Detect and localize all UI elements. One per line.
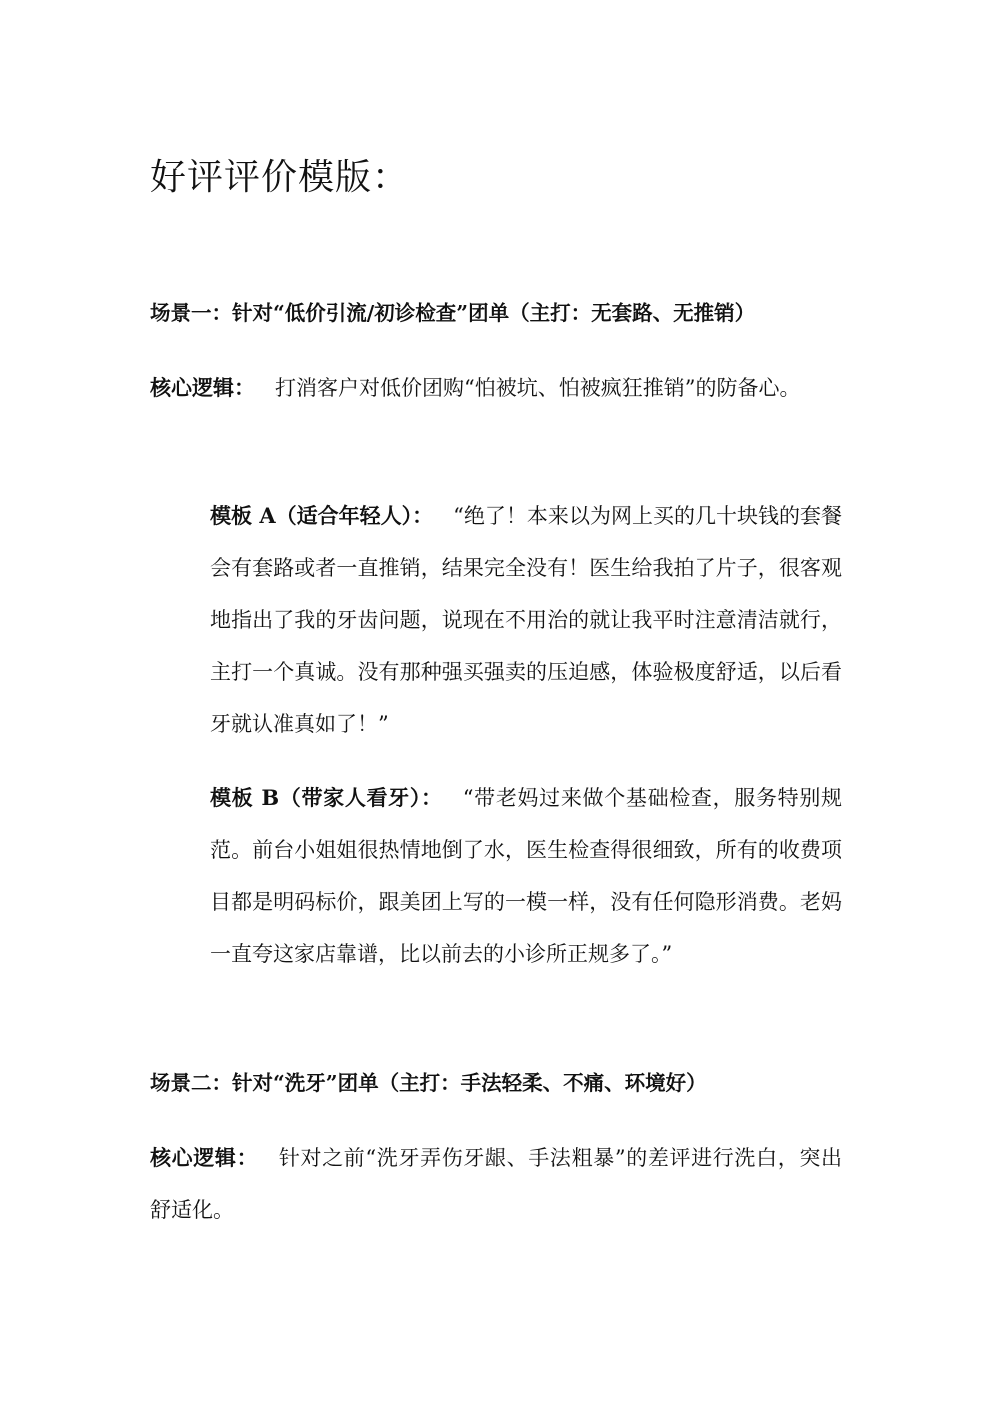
scene-2-core-label: 核心逻辑： (150, 1145, 259, 1170)
template-b-label: 模板 B（带家人看牙）： (210, 785, 443, 810)
scene-1-template-a (210, 490, 842, 750)
template-b-text: “带老妈过来做个基础检查，服务特别规范。前台小姐姐很热情地倒了水，医生检查得很细致，所有的收费项目都是明码标价，跟美团上写的一模一样，没有任何隐形消费。老妈一直夸这家店靠谱，比以前去的小诊所正规多了。” (210, 786, 843, 966)
template-a-text: “绝了！本来以为网上买的几十块钱的套餐会有套路或者一直推销，结果完全没有！医生给我拍了片子，很客观地指出了我的牙齿问题，说现在不用治的就让我平时注意清洁就行，主打一个真诚。没有那种强买强卖的压迫感，体验极度舒适，以后看牙就认准真如了！” (210, 504, 842, 736)
scene-2-core-text: 针对之前“洗牙弄伤牙龈、手法粗暴”的差评进行洗白，突出舒适化。 (150, 1146, 842, 1222)
scene-1-core-logic (150, 362, 842, 414)
template-a-label: 模板 A（适合年轻人）： (210, 503, 434, 528)
scene-2-heading: 场景二：针对“洗牙”团单（主打：手法轻柔、不痛、环境好） (150, 1071, 707, 1095)
scene-1-core-text: 打消客户对低价团购“怕被坑、怕被疯狂推销”的防备心。 (275, 376, 801, 400)
scene-1-core-label: 核心逻辑： (150, 375, 255, 400)
document-title: 好评评价模版： (150, 157, 410, 198)
scene-2-core-logic (150, 1132, 842, 1236)
scene-1-template-b (210, 772, 842, 980)
scene-1-heading: 场景一：针对“低价引流/初诊检查”团单（主打：无套路、无推销） (150, 301, 756, 325)
